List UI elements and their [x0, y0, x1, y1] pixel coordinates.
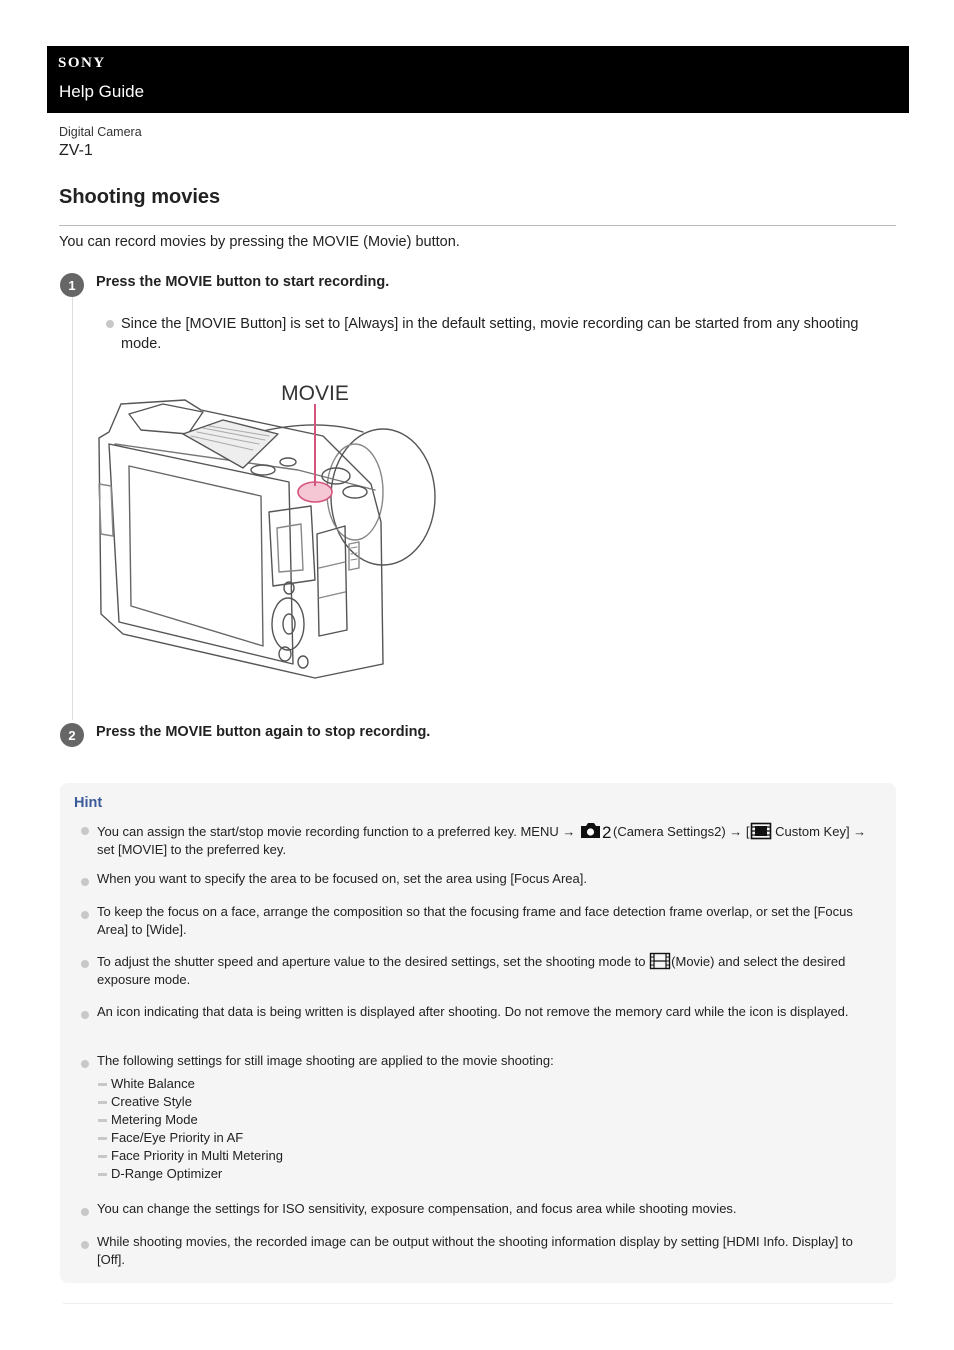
- hint-item-shooting-mode: To adjust the shutter speed and aperture value to the desired settings, set the shooting mode to (Movie) and select the desired exposure mode.: [97, 954, 846, 987]
- step-2-title: Press the MOVIE button again to stop recording.: [96, 724, 431, 740]
- title-divider: [59, 225, 896, 226]
- hint-item-hdmi-output: While shooting movies, the recorded image can be output without the shooting information display by setting [HDMI Info. Display] to [Off].: [97, 1234, 853, 1267]
- intro-text: You can record movies by pressing the MOVIE (Movie) button.: [59, 234, 460, 250]
- list-item: D-Range Optimizer: [98, 1165, 283, 1183]
- bullet-dot-icon: [106, 320, 114, 328]
- step-1-note: Since the [MOVIE Button] is set to [Always] in the default setting, movie recording can be started from any shooting mode.: [121, 316, 859, 352]
- bullet-dot-icon: [81, 1208, 89, 1216]
- step-1-title: Press the MOVIE button to start recording.: [96, 274, 390, 290]
- dash-icon: [98, 1101, 107, 1104]
- hint-item-change-settings: You can change the settings for ISO sensitivity, exposure compensation, and focus area while shooting movies.: [97, 1201, 737, 1216]
- step-connector-line: [72, 296, 73, 720]
- movie-mode-icon: [649, 952, 671, 970]
- step-2-number: 2: [60, 723, 84, 747]
- hint-item-focus-area: When you want to specify the area to be focused on, set the area using [Focus Area].: [97, 871, 587, 886]
- list-item: Creative Style: [98, 1093, 283, 1111]
- hint-item-face-focus: To keep the focus on a face, arrange the composition so that the focusing frame and face detection frame overlap, or set the [Focus Area] to [Wide].: [97, 904, 853, 937]
- bullet-dot-icon: [81, 1241, 89, 1249]
- bullet-dot-icon: [81, 1060, 89, 1068]
- dash-icon: [98, 1155, 107, 1158]
- dash-icon: [98, 1119, 107, 1122]
- movie-callout-label: MOVIE: [281, 382, 349, 405]
- bullet-dot-icon: [81, 960, 89, 968]
- movie-film-icon: [750, 822, 772, 840]
- svg-text:2: 2: [601, 823, 612, 840]
- bullet-dot-icon: [81, 878, 89, 886]
- hint-item-writing-icon: An icon indicating that data is being written is displayed after shooting. Do not remove the memory card while the icon is displayed.: [97, 1004, 849, 1019]
- bullet-dot-icon: [81, 911, 89, 919]
- list-item: Metering Mode: [98, 1111, 283, 1129]
- hint-item-assign-key: You can assign the start/stop movie recording function to a preferred key. MENU → 2 (Camera Settings2) → [ Custom Key] → set [MOVIE] to the preferred key.: [97, 820, 882, 859]
- list-item: White Balance: [98, 1075, 283, 1093]
- page-title: Shooting movies: [59, 186, 221, 208]
- step-1-number: 1: [60, 273, 84, 297]
- list-item: Face Priority in Multi Metering: [98, 1147, 283, 1165]
- hint-item-applied-settings: The following settings for still image shooting are applied to the movie shooting:: [97, 1053, 554, 1068]
- dash-icon: [98, 1083, 107, 1086]
- product-category: Digital Camera: [59, 125, 142, 139]
- product-model: ZV-1: [59, 142, 93, 159]
- bullet-dot-icon: [81, 1011, 89, 1019]
- camera-settings-icon: [579, 820, 613, 840]
- bullet-dot-icon: [81, 827, 89, 835]
- site-header: [47, 46, 909, 113]
- hint-title: Hint: [74, 795, 103, 811]
- list-item: Face/Eye Priority in AF: [98, 1129, 283, 1147]
- dash-icon: [98, 1173, 107, 1176]
- footer-divider: [63, 1303, 893, 1304]
- dash-icon: [98, 1137, 107, 1140]
- hint-box: [60, 783, 896, 1283]
- camera-movie-button-illustration: [93, 374, 443, 686]
- sony-logo[interactable]: SONY: [58, 55, 106, 71]
- help-guide-link[interactable]: Help Guide: [59, 82, 145, 101]
- applied-settings-list: [98, 1075, 283, 1183]
